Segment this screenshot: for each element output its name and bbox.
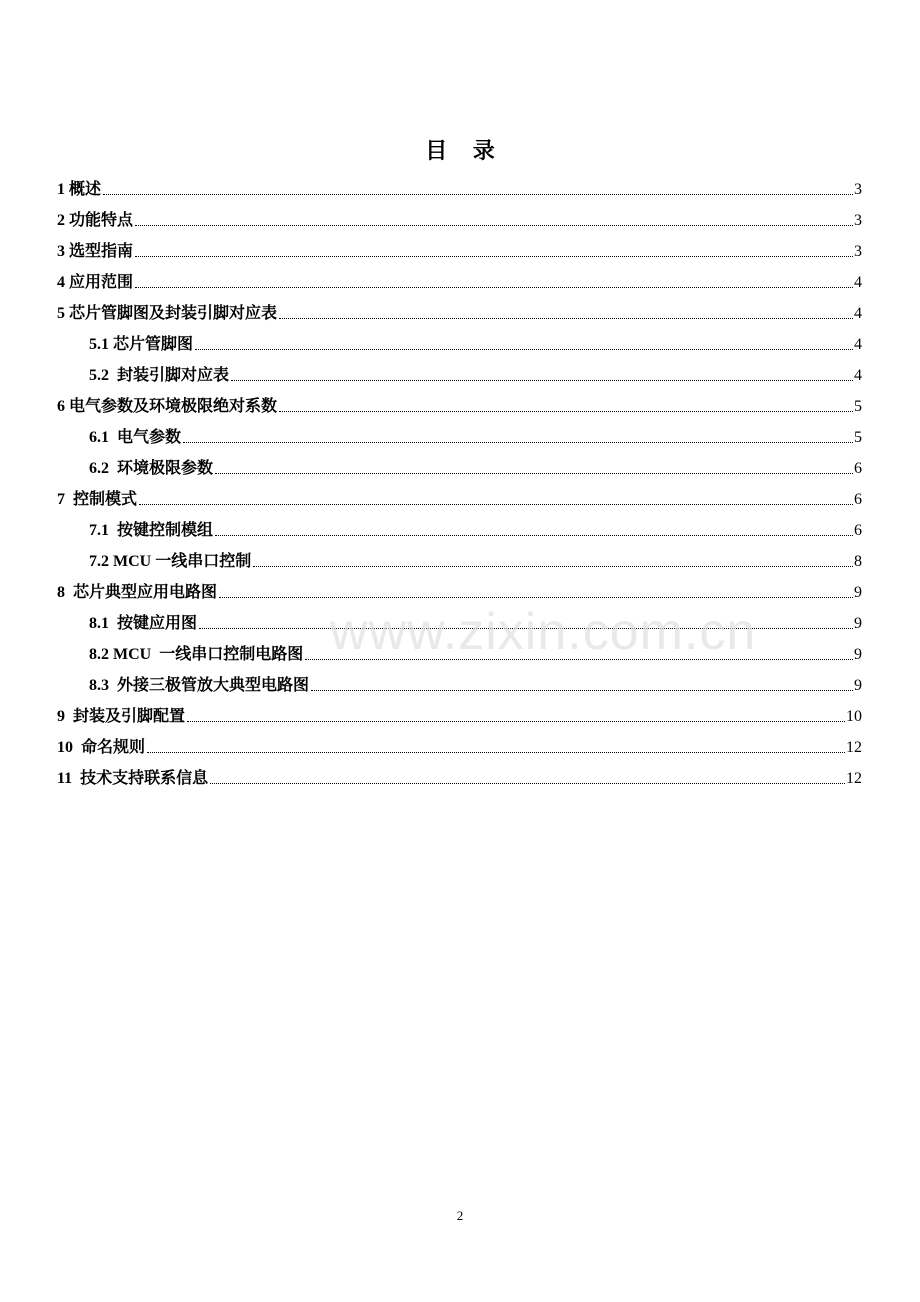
- toc-leader-dots: [135, 256, 853, 257]
- toc-entry-control-modes[interactable]: [57, 480, 862, 511]
- toc-leader-dots: [195, 349, 853, 350]
- toc-entry-pinout-and-package[interactable]: [57, 294, 862, 325]
- toc-entry-page: 6: [854, 460, 862, 477]
- toc-entry-label: 3 选型指南: [57, 243, 134, 260]
- toc-leader-dots: [215, 473, 853, 474]
- toc-entry-page: 8: [854, 553, 862, 570]
- toc-entry-applications[interactable]: [57, 263, 862, 294]
- toc-entry-label: 5 芯片管脚图及封装引脚对应表: [57, 305, 278, 322]
- toc-leader-dots: [311, 690, 853, 691]
- toc-entry-label: 10 命名规则: [57, 739, 146, 756]
- toc-leader-dots: [219, 597, 853, 598]
- toc-entry-package-pin-table[interactable]: [57, 356, 862, 387]
- toc-entry-label: 6.2 环境极限参数: [89, 460, 214, 477]
- toc-entry-page: 10: [846, 708, 862, 725]
- toc-entry-key-application-diagram[interactable]: [57, 604, 862, 635]
- page-number: 2: [456, 1208, 464, 1223]
- toc-entry-label: 8 芯片典型应用电路图: [57, 584, 218, 601]
- watermark: www.zixin.com.cn: [330, 603, 757, 661]
- toc-leader-dots: [279, 318, 853, 319]
- toc-entry-label: 1 概述: [57, 181, 102, 198]
- toc-entry-label: 7 控制模式: [57, 491, 138, 508]
- toc-entry-label: 7.1 按键控制模组: [89, 522, 214, 539]
- toc-entry-page: 4: [854, 367, 862, 384]
- toc-leader-dots: [210, 783, 845, 784]
- toc-entry-page: 12: [846, 770, 862, 787]
- toc-entry-page: 9: [854, 677, 862, 694]
- toc-entry-label: 9 封装及引脚配置: [57, 708, 186, 725]
- toc-entry-page: 3: [854, 243, 862, 260]
- toc-entry-label: 5.2 封装引脚对应表: [89, 367, 230, 384]
- toc-entry-page: 4: [854, 274, 862, 291]
- toc-entry-selection-guide[interactable]: [57, 232, 862, 263]
- toc-entry-mcu-serial-control[interactable]: [57, 542, 862, 573]
- toc-leader-dots: [139, 504, 853, 505]
- toc-leader-dots: [135, 287, 853, 288]
- toc-entry-label: 8.3 外接三极管放大典型电路图: [89, 677, 310, 694]
- toc-entry-pin-diagram[interactable]: [57, 325, 862, 356]
- toc-leader-dots: [215, 535, 853, 536]
- toc-entry-support-contact[interactable]: [57, 759, 862, 790]
- toc-entry-page: 5: [854, 429, 862, 446]
- toc-entry-page: 3: [854, 181, 862, 198]
- toc-entry-environment-limits[interactable]: [57, 449, 862, 480]
- toc-entry-overview[interactable]: [57, 170, 862, 201]
- toc-entry-label: 8.2 MCU 一线串口控制电路图: [89, 646, 304, 663]
- toc-entry-key-control-module[interactable]: [57, 511, 862, 542]
- toc-leader-dots: [305, 659, 853, 660]
- toc-entry-label: 2 功能特点: [57, 212, 134, 229]
- toc-entry-label: 5.1 芯片管脚图: [89, 336, 194, 353]
- toc-entry-label: 6 电气参数及环境极限绝对系数: [57, 398, 278, 415]
- toc-entry-label: 7.2 MCU 一线串口控制: [89, 553, 252, 570]
- toc-entry-page: 6: [854, 491, 862, 508]
- toc-entry-label: 8.1 按键应用图: [89, 615, 198, 632]
- toc-entry-page: 12: [846, 739, 862, 756]
- toc-leader-dots: [199, 628, 853, 629]
- toc-leader-dots: [253, 566, 853, 567]
- toc-leader-dots: [147, 752, 845, 753]
- toc-leader-dots: [231, 380, 853, 381]
- toc-entry-label: 11 技术支持联系信息: [57, 770, 209, 787]
- toc-entry-label: 4 应用范围: [57, 274, 134, 291]
- toc-entry-page: 9: [854, 584, 862, 601]
- toc-leader-dots: [187, 721, 845, 722]
- toc-entry-page: 4: [854, 305, 862, 322]
- page-title: 目 录: [425, 138, 505, 163]
- toc-entry-package-config[interactable]: [57, 697, 862, 728]
- toc-entry-electrical-parameters[interactable]: [57, 418, 862, 449]
- toc-leader-dots: [103, 194, 853, 195]
- toc-entry-page: 4: [854, 336, 862, 353]
- toc-entry-page: 3: [854, 212, 862, 229]
- toc-entry-page: 5: [854, 398, 862, 415]
- toc-entry-mcu-serial-circuit[interactable]: [57, 635, 862, 666]
- toc-leader-dots: [279, 411, 853, 412]
- toc-entry-label: 6.1 电气参数: [89, 429, 182, 446]
- toc-entry-typical-circuits[interactable]: [57, 573, 862, 604]
- toc-entry-naming-rules[interactable]: [57, 728, 862, 759]
- toc-entry-electrical-parameters-section[interactable]: [57, 387, 862, 418]
- toc-leader-dots: [183, 442, 853, 443]
- toc-entry-page: 9: [854, 646, 862, 663]
- toc-entry-page: 6: [854, 522, 862, 539]
- toc-leader-dots: [135, 225, 853, 226]
- toc-entry-page: 9: [854, 615, 862, 632]
- toc-entry-transistor-amplifier-circuit[interactable]: [57, 666, 862, 697]
- toc-entry-features[interactable]: [57, 201, 862, 232]
- table-of-contents: [57, 170, 862, 790]
